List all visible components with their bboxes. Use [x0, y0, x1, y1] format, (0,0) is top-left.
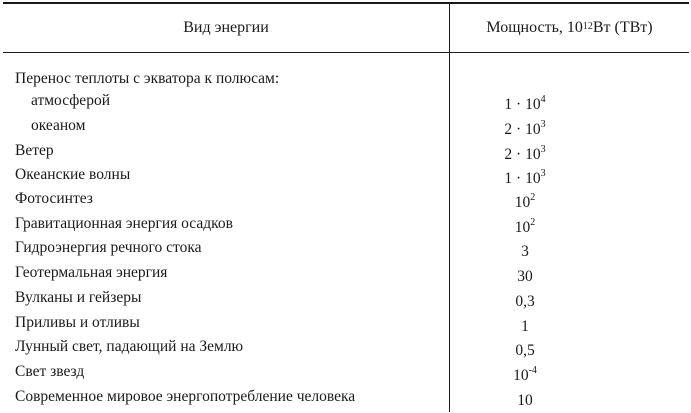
row-name: Геотермальная энергия — [15, 264, 168, 281]
table-row — [0, 311, 691, 336]
header-power-prefix: Мощность, 10 — [486, 19, 583, 36]
row-name: океаном — [31, 117, 86, 134]
table-row — [0, 212, 691, 237]
row-value — [450, 286, 600, 314]
row-value — [450, 114, 600, 142]
row-name: Перенос теплоты с экватора к полюсам: — [15, 70, 280, 87]
row-name: Приливы и отливы — [15, 314, 140, 331]
value-base: 10 — [514, 219, 531, 237]
value-exponent: 3 — [540, 119, 546, 130]
value-base: 0,3 — [515, 293, 535, 311]
value-base: 0,5 — [515, 342, 535, 360]
row-value — [450, 360, 600, 388]
value-exponent: 4 — [540, 94, 546, 105]
table-row — [0, 261, 691, 286]
value-exponent: -4 — [528, 365, 537, 376]
row-name: Лунный свет, падающий на Землю — [15, 338, 244, 355]
header-power — [450, 4, 689, 52]
table-row — [0, 67, 691, 92]
table-row — [0, 286, 691, 311]
table-row — [0, 114, 691, 139]
table-row — [0, 163, 691, 188]
table-row — [0, 335, 691, 360]
value-base: 1 — [521, 318, 529, 336]
value-base: 1 · 10 — [504, 96, 541, 114]
table-row — [0, 236, 691, 261]
row-value — [450, 385, 600, 413]
value-base: 2 · 10 — [504, 146, 541, 164]
table-row — [0, 187, 691, 212]
row-name: Гидроэнергия речного стока — [15, 239, 202, 256]
value-exponent: 3 — [540, 168, 546, 179]
table-row — [0, 385, 691, 410]
table-row — [0, 360, 691, 385]
row-name: Современное мировое энергопотребление человека — [15, 388, 356, 405]
row-name: Ветер — [15, 142, 54, 159]
row-value — [450, 261, 600, 289]
value-exponent: 2 — [530, 192, 536, 203]
table-row — [0, 139, 691, 164]
header-energy-type-label: Вид энергии — [183, 19, 269, 36]
value-exponent: 3 — [540, 144, 546, 155]
row-name: Фотосинтез — [15, 190, 93, 207]
value-base: 10 — [517, 392, 533, 410]
value-base: 10 — [514, 194, 531, 212]
row-name: Гравитационная энергия осадков — [15, 215, 233, 232]
table-row — [0, 89, 691, 114]
value-base: 10 — [513, 367, 529, 385]
header-energy-type — [3, 4, 449, 52]
row-name: Океанские волны — [15, 166, 131, 183]
row-value — [450, 236, 600, 264]
header-power-suffix: Вт (ТВт) — [592, 19, 653, 36]
row-name: Свет звезд — [15, 363, 85, 380]
row-value — [450, 89, 600, 117]
header-power-exponent: 12 — [582, 20, 593, 32]
value-base: 2 · 10 — [504, 121, 541, 139]
value-base: 1 · 10 — [504, 170, 541, 188]
row-name: атмосферой — [31, 92, 110, 109]
value-base: 3 — [521, 243, 529, 261]
value-exponent: 2 — [530, 217, 536, 228]
value-base: 30 — [517, 268, 533, 286]
row-name: Вулканы и гейзеры — [15, 289, 142, 306]
header-bottom-rule — [3, 52, 689, 53]
row-value — [450, 335, 600, 363]
row-value — [450, 187, 600, 215]
